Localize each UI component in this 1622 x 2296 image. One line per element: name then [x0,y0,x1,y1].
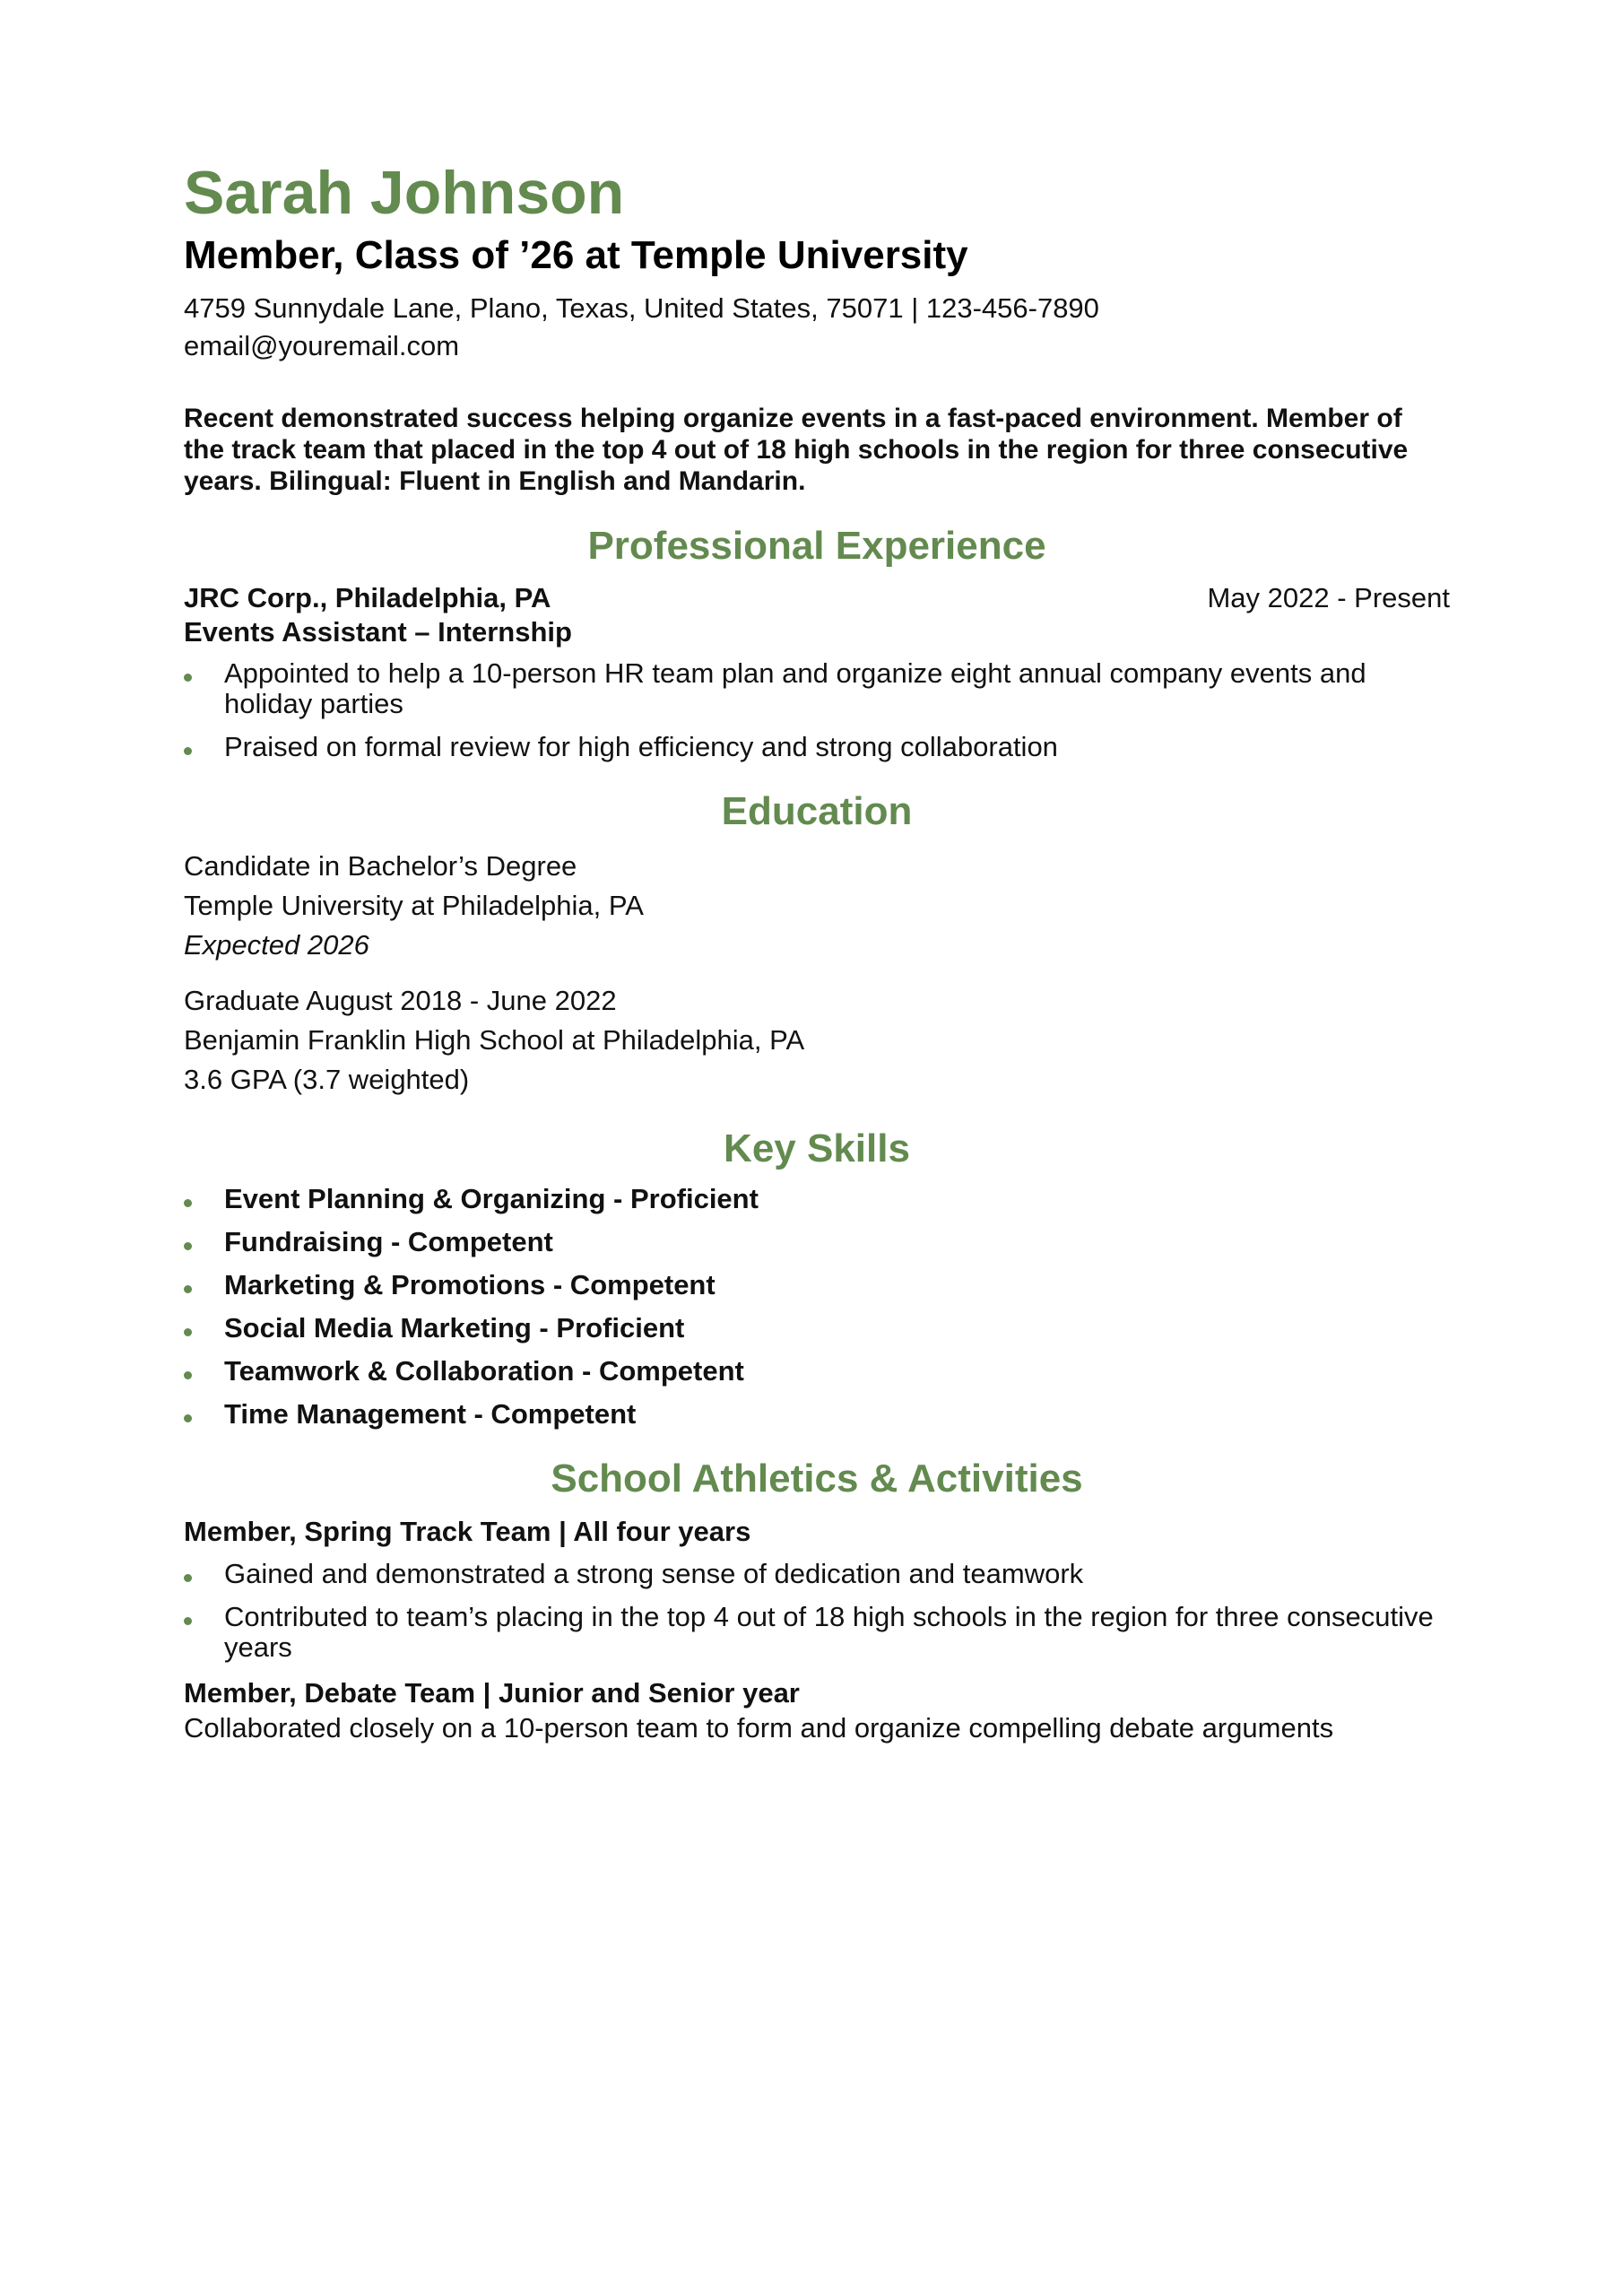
list-item [184,732,1450,762]
bullet-dot-icon [184,1199,192,1207]
activity-description: Collaborated closely on a 10-person team to form and organize compelling debate arguments [184,1712,1334,1744]
bullet-dot-icon [184,1574,192,1582]
job-bullet-text: Appointed to help a 10-person HR team plan and organize eight annual company events and holiday parties [224,657,1366,719]
education-school: Temple University at Philadelphia, PA [184,890,644,921]
activity-bullet-text: Gained and demonstrated a strong sense of dedication and teamwork [224,1558,1084,1589]
activity-heading: Member, Debate Team | Junior and Senior year [184,1677,800,1709]
list-item [184,1602,1450,1663]
skill-text: Teamwork & Collaboration - Competent [224,1355,744,1387]
address-phone: 4759 Sunnydale Lane, Plano, Texas, United States, 75071 | 123-456-7890 [184,292,1099,324]
job-entry [184,581,1450,762]
list-item [184,1559,1450,1589]
job-bullet-list [184,658,1450,762]
education-expected: Expected 2026 [184,929,369,961]
job-dates: May 2022 - Present [1207,582,1450,613]
bullet-dot-icon [184,674,192,682]
experience-section-title: Professional Experience [587,524,1046,568]
activity-heading: Member, Spring Track Team | All four years [184,1516,751,1547]
list-item [184,1184,1450,1214]
email-address: email@youremail.com [184,330,460,361]
list-item [184,658,1450,719]
resume-page [184,157,1450,1745]
skill-text: Marketing & Promotions - Competent [224,1269,716,1300]
education-entry [184,981,1450,1100]
skills-list [184,1184,1450,1430]
list-item [184,1399,1450,1430]
bullet-dot-icon [184,1414,192,1422]
list-item [184,1313,1450,1344]
activities-section-title: School Athletics & Activities [551,1457,1083,1500]
skills-section-title: Key Skills [724,1126,910,1170]
job-role: Events Assistant – Internship [184,616,572,648]
bullet-dot-icon [184,1371,192,1379]
education-degree: Candidate in Bachelor’s Degree [184,850,577,882]
job-bullet-text: Praised on formal review for high efficiency and strong collaboration [224,731,1058,762]
bullet-dot-icon [184,1617,192,1625]
candidate-headline: Member, Class of ’26 at Temple University [184,233,968,277]
education-school: Benjamin Franklin High School at Philadelphia, PA [184,1024,805,1056]
education-degree: Graduate August 2018 - June 2022 [184,985,617,1016]
activity-bullet-list [184,1559,1450,1663]
bullet-dot-icon [184,1242,192,1250]
list-item [184,1356,1450,1387]
education-gpa: 3.6 GPA (3.7 weighted) [184,1064,470,1095]
activity-bullet-text: Contributed to team’s placing in the top 4 out of 18 high schools in the region for three consecutive years [224,1601,1434,1663]
skill-text: Fundraising - Competent [224,1226,553,1257]
bullet-dot-icon [184,1328,192,1336]
list-item [184,1270,1450,1300]
bullet-dot-icon [184,1285,192,1293]
education-entry [184,847,1450,965]
skill-text: Event Planning & Organizing - Proficient [224,1183,759,1214]
bullet-dot-icon [184,747,192,755]
professional-summary: Recent demonstrated success helping organize events in a fast-paced environment. Member of the track team that placed in the top 4 out of 18 high schools in the region for three consecutive years. Bilingual: Fluent in English and Mandarin. [184,404,1409,496]
job-company: JRC Corp., Philadelphia, PA [184,582,551,613]
skill-text: Time Management - Competent [224,1398,637,1430]
candidate-name: Sarah Johnson [184,159,625,227]
education-section-title: Education [721,789,913,833]
list-item [184,1227,1450,1257]
skill-text: Social Media Marketing - Proficient [224,1312,685,1344]
